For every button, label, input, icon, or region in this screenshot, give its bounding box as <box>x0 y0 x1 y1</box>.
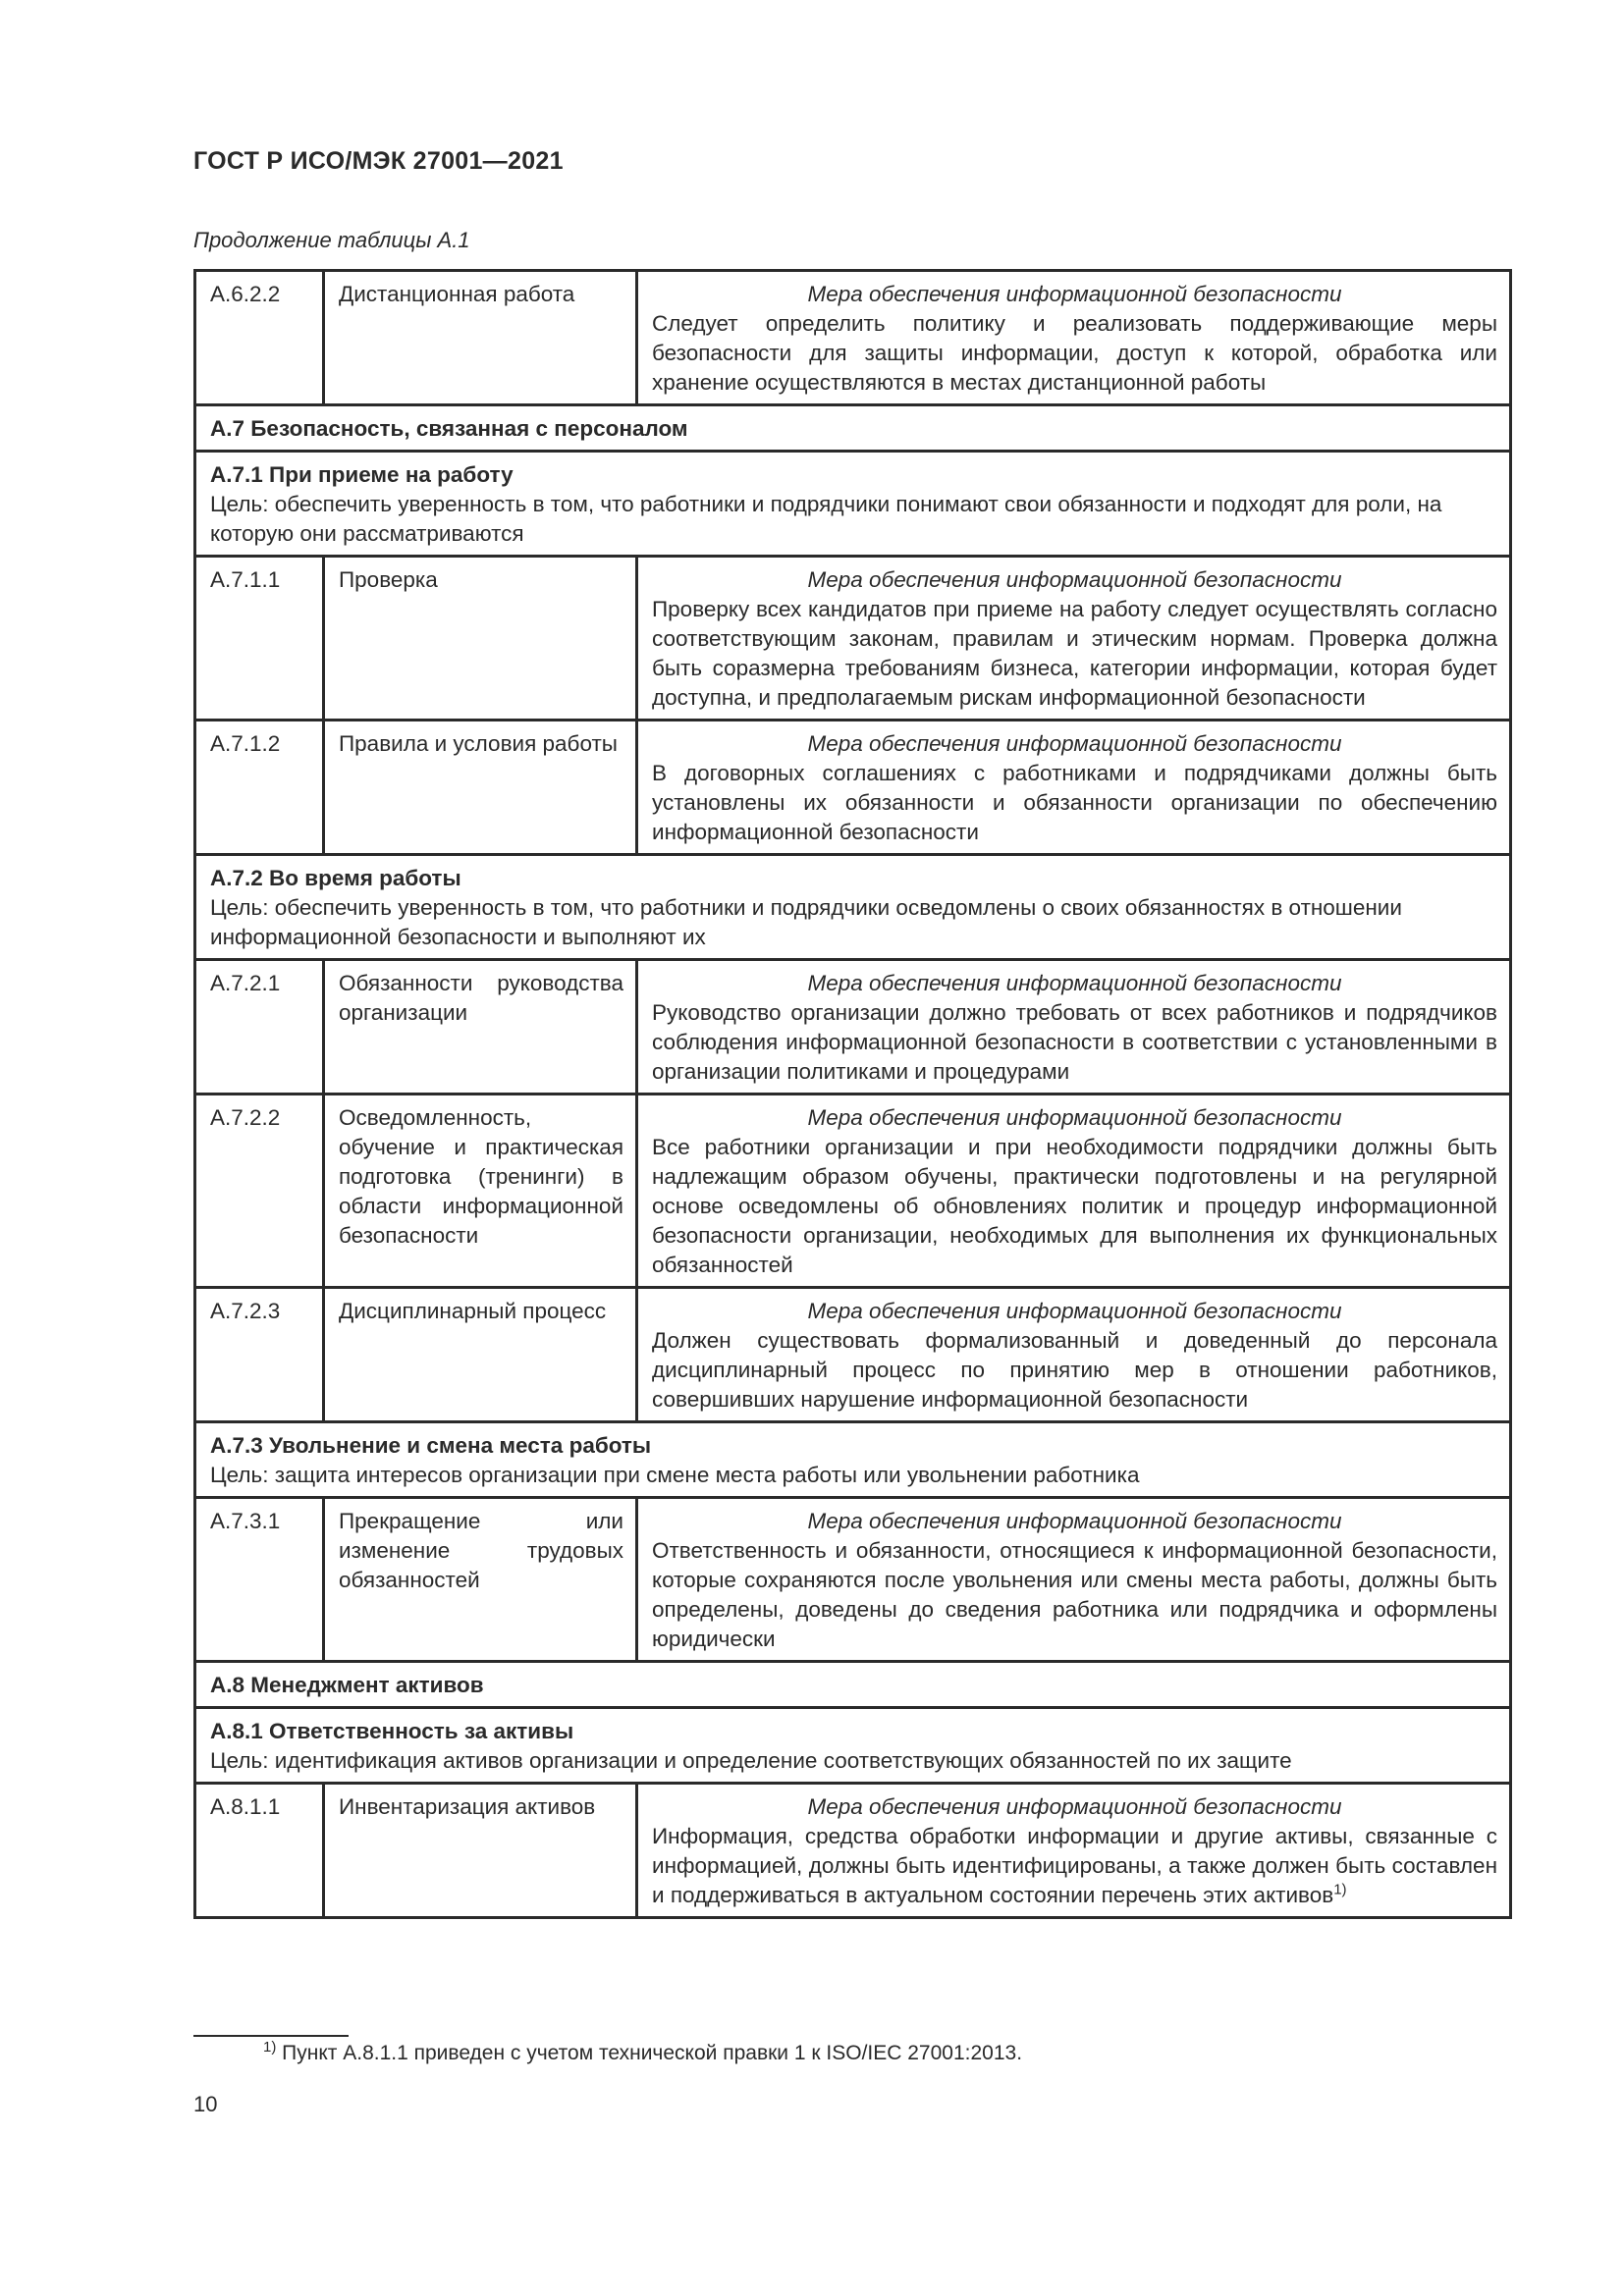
table-row <box>195 1095 1511 1288</box>
control-id: А.7.2.1 <box>195 960 324 1095</box>
section-title-cell <box>195 405 1511 452</box>
control-name: Проверка <box>324 557 637 721</box>
control-text: В договорных соглашениях с работниками и подрядчиками должны быть установлены их обязанности и обязанности организации по обеспечению информационной безопасности <box>652 761 1497 844</box>
section-title: А.7 Безопасность, связанная с персоналом <box>210 416 688 441</box>
control-name: Дистанционная работа <box>324 271 637 405</box>
table-row <box>195 1288 1511 1422</box>
table-row <box>195 1784 1511 1918</box>
control-label: Мера обеспечения информационной безопасности <box>807 971 1342 995</box>
section-title-cell <box>195 1662 1511 1708</box>
footnote-reference: 1) <box>1333 1881 1347 1898</box>
control-description <box>637 1498 1511 1662</box>
subsection-cell <box>195 1708 1511 1784</box>
subsection-goal: Цель: обеспечить уверенность в том, что работники и подрядчики осведомлены о своих обязанностях в отношении информационной безопасности и выполняют их <box>210 895 1402 949</box>
control-id: А.7.1.2 <box>195 721 324 855</box>
table-row <box>195 557 1511 721</box>
control-text: Следует определить политику и реализовать поддерживающие меры безопасности для защиты информации, доступ к которой, обработка или хранение осуществляются в местах дистанционной работы <box>652 311 1497 395</box>
table-row <box>195 1498 1511 1662</box>
control-id: А.6.2.2 <box>195 271 324 405</box>
subsection-goal: Цель: обеспечить уверенность в том, что работники и подрядчики понимают свои обязанности и подходят для роли, на которую они рассматриваются <box>210 492 1442 546</box>
subsection-cell <box>195 855 1511 960</box>
subsection-row <box>195 452 1511 557</box>
control-id: А.8.1.1 <box>195 1784 324 1918</box>
section-row <box>195 405 1511 452</box>
control-label: Мера обеспечения информационной безопасности <box>807 1794 1342 1819</box>
control-label: Мера обеспечения информационной безопасности <box>807 282 1342 306</box>
control-text: Руководство организации должно требовать от всех работников и подрядчиков соблюдения информационной безопасности в соответствии с установленными в организации политиками и процедурами <box>652 1000 1497 1084</box>
control-description <box>637 557 1511 721</box>
subsection-row <box>195 1422 1511 1498</box>
control-text: Все работники организации и при необходимости подрядчики должны быть надлежащим образом обучены, практически подготовлены и на регулярной основе осведомлены об обновлениях политик и процедур информационной безопасности организации, необходимых для выполнения их функциональных обязанностей <box>652 1135 1497 1277</box>
control-description <box>637 1784 1511 1918</box>
control-description <box>637 960 1511 1095</box>
section-title: А.8 Менеджмент активов <box>210 1673 484 1697</box>
control-id: А.7.2.2 <box>195 1095 324 1288</box>
control-text-body: Информация, средства обработки информации и другие активы, связанные с информацией, должны быть идентифицированы, а также должен быть составлен и поддерживаться в актуальном состоянии перечень этих активов <box>652 1824 1497 1907</box>
subsection-title: А.8.1 Ответственность за активы <box>210 1719 574 1743</box>
subsection-cell <box>195 452 1511 557</box>
control-description <box>637 1288 1511 1422</box>
control-name: Обязанности руководства организации <box>324 960 637 1095</box>
subsection-goal: Цель: идентификация активов организации и определение соответствующих обязанностей по их защите <box>210 1748 1292 1773</box>
control-description <box>637 1095 1511 1288</box>
page-number: 10 <box>193 2092 218 2116</box>
subsection-cell <box>195 1422 1511 1498</box>
control-description <box>637 271 1511 405</box>
control-label: Мера обеспечения информационной безопасности <box>807 567 1342 592</box>
control-id: А.7.2.3 <box>195 1288 324 1422</box>
footnote <box>263 2039 1023 2065</box>
control-label: Мера обеспечения информационной безопасности <box>807 1509 1342 1533</box>
control-label: Мера обеспечения информационной безопасности <box>807 1105 1342 1130</box>
subsection-row <box>195 1708 1511 1784</box>
subsection-row <box>195 855 1511 960</box>
control-name: Прекращение или изменение трудовых обязанностей <box>324 1498 637 1662</box>
footnote-marker: 1) <box>263 2039 277 2056</box>
control-label: Мера обеспечения информационной безопасности <box>807 731 1342 756</box>
control-name: Дисциплинарный процесс <box>324 1288 637 1422</box>
table-row <box>195 960 1511 1095</box>
control-name: Осведомленность, обучение и практическая подготовка (тренинги) в области информационной безопасности <box>324 1095 637 1288</box>
control-id: А.7.3.1 <box>195 1498 324 1662</box>
control-text <box>652 1822 1497 1910</box>
subsection-goal: Цель: защита интересов организации при смене места работы или увольнении работника <box>210 1463 1140 1487</box>
subsection-title: А.7.2 Во время работы <box>210 866 461 890</box>
table-row <box>195 271 1511 405</box>
controls-table <box>193 269 1512 1919</box>
control-name: Правила и условия работы <box>324 721 637 855</box>
document-header: ГОСТ Р ИСО/МЭК 27001—2021 <box>193 147 564 175</box>
section-row <box>195 1662 1511 1708</box>
footnote-divider <box>193 2035 349 2037</box>
table-row <box>195 721 1511 855</box>
subsection-title: А.7.3 Увольнение и смена места работы <box>210 1433 652 1458</box>
subsection-title: А.7.1 При приеме на работу <box>210 462 514 487</box>
table-continuation-caption: Продолжение таблицы А.1 <box>193 228 470 252</box>
control-text: Ответственность и обязанности, относящиеся к информационной безопасности, которые сохраняются после увольнения или смены места работы, должны быть определены, доведены до сведения работника или подрядчика и оформлены юридически <box>652 1538 1497 1651</box>
control-name: Инвентаризация активов <box>324 1784 637 1918</box>
control-text: Должен существовать формализованный и доведенный до персонала дисциплинарный процесс по принятию мер в отношении работников, совершивших нарушение информационной безопасности <box>652 1328 1497 1412</box>
control-text: Проверку всех кандидатов при приеме на работу следует осуществлять согласно соответствующим законам, правилам и этическим нормам. Проверка должна быть соразмерна требованиям бизнеса, категории информации, которая будет доступна, и предполагаемым рискам информационной безопасности <box>652 597 1497 710</box>
control-label: Мера обеспечения информационной безопасности <box>807 1299 1342 1323</box>
footnote-text: Пункт А.8.1.1 приведен с учетом технической правки 1 к ISO/IEC 27001:2013. <box>276 2042 1023 2064</box>
control-description <box>637 721 1511 855</box>
control-id: А.7.1.1 <box>195 557 324 721</box>
